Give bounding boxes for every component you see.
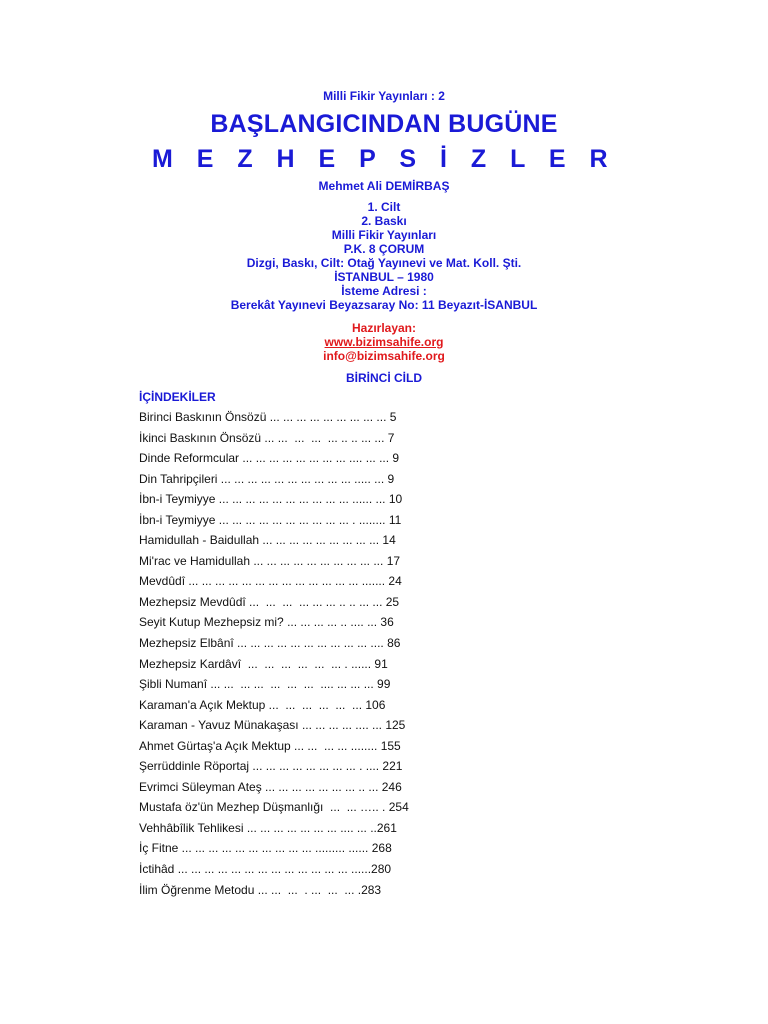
- website-link[interactable]: www.bizimsahife.org: [324, 335, 444, 349]
- toc-entry: Mustafa öz'ün Mezhep Düşmanlığı ... ... ….. . 254: [139, 800, 409, 815]
- author-name: Mehmet Ali DEMİRBAŞ: [318, 179, 450, 193]
- email-link[interactable]: info@bizimsahife.org: [323, 349, 445, 363]
- toc-entry: Karaman - Yavuz Münakaşası ... ... ... ... .... ... 125: [139, 718, 406, 733]
- toc-entry: Birinci Baskının Önsözü ... ... ... ... ... ... ... ... ... 5: [139, 410, 397, 424]
- toc-entry: Dinde Reformcular ... ... ... ... ... ... ... ... .... ... ... 9: [139, 451, 400, 466]
- table-of-contents: [139, 410, 409, 903]
- publication-line: 1. Cilt: [367, 200, 401, 214]
- toc-entry: Mezhepsiz Kardâvî ... ... ... ... ... ... . ...... 91: [139, 656, 388, 671]
- toc-entry: İctihâd ... ... ... ... ... ... ... ... ... ... ... ... ... ......280: [139, 862, 392, 877]
- toc-entry: Evrimci Süleyman Ateş ... ... ... ... ... ... ... .. ... 246: [139, 779, 402, 794]
- toc-entry: Mi'rac ve Hamidullah ... ... ... ... ... ... ... ... ... ... 17: [139, 553, 401, 568]
- publication-line: İsteme Adresi :: [341, 284, 427, 298]
- book-title: BAŞLANGICINDAN BUGÜNE: [210, 110, 558, 138]
- toc-heading: İÇİNDEKİLER: [139, 390, 216, 404]
- publication-line: Milli Fikir Yayınları: [331, 228, 437, 242]
- toc-entry: Şibli Numanî ... ... ... ... ... ... ... .... ... ... ... 99: [139, 677, 391, 692]
- publication-line: Dizgi, Baskı, Cilt: Otağ Yayınevi ve Mat. Koll. Şti.: [246, 256, 522, 270]
- series-label: Milli Fikir Yayınları : 2: [323, 89, 445, 103]
- toc-entry: İkinci Baskının Önsözü ... ... ... ... ... .. .. ... ... 7: [139, 430, 395, 445]
- volume-label: BİRİNCİ CİLD: [346, 371, 422, 385]
- prepared-by-block: [0, 321, 768, 363]
- book-subtitle: M E Z H E P S İ Z L E R: [151, 145, 617, 173]
- toc-entry: Seyit Kutup Mezhepsiz mi? ... ... ... ... .. .... ... 36: [139, 615, 394, 630]
- toc-entry: İlim Öğrenme Metodu ... ... ... . ... ... ... .283: [139, 882, 382, 897]
- toc-entry: İbn-i Teymiyye ... ... ... ... ... ... ... ... ... ... ...... ... 10: [139, 492, 403, 507]
- toc-entry: İç Fitne ... ... ... ... ... ... ... ... ... ... ......... ...... 268: [139, 841, 392, 856]
- publication-line: 2. Baskı: [361, 214, 407, 228]
- toc-entry: Mezhepsiz Mevdûdî ... ... ... ... ... ... .. .. ... ... 25: [139, 594, 400, 609]
- toc-entry: Ahmet Gürtaş'a Açık Mektup ... ... ... ... ........ 155: [139, 738, 401, 753]
- toc-entry: Şerrüddinle Röportaj ... ... ... ... ... ... ... ... . .... 221: [139, 759, 403, 774]
- toc-entry: Vehhâbîlik Tehlikesi ... ... ... ... ... ... ... .... ... ..261: [139, 820, 397, 835]
- publication-line: Berekât Yayınevi Beyazsaray No: 11 Beyazıt-İSANBUL: [230, 298, 538, 312]
- toc-entry: Hamidullah - Baidullah ... ... ... ... ... ... ... ... ... 14: [139, 533, 396, 548]
- publication-info: [0, 200, 768, 312]
- publication-line: İSTANBUL – 1980: [334, 270, 434, 284]
- toc-entry: Mevdûdî ... ... ... ... ... ... ... ... ... ... ... ... ... ....... 24: [139, 574, 402, 589]
- toc-entry: İbn-i Teymiyye ... ... ... ... ... ... ... ... ... ... . ........ 11: [139, 512, 402, 527]
- toc-entry: Karaman'a Açık Mektup ... ... ... ... ... ... 106: [139, 697, 386, 712]
- toc-entry: Din Tahripçileri ... ... ... ... ... ... ... ... ... ... ..... ... 9: [139, 471, 395, 486]
- toc-entry: Mezhepsiz Elbânî ... ... ... ... ... ... ... ... ... ... .... 86: [139, 636, 401, 651]
- prepared-by-label: Hazırlayan:: [351, 321, 417, 335]
- publication-line: P.K. 8 ÇORUM: [343, 242, 425, 256]
